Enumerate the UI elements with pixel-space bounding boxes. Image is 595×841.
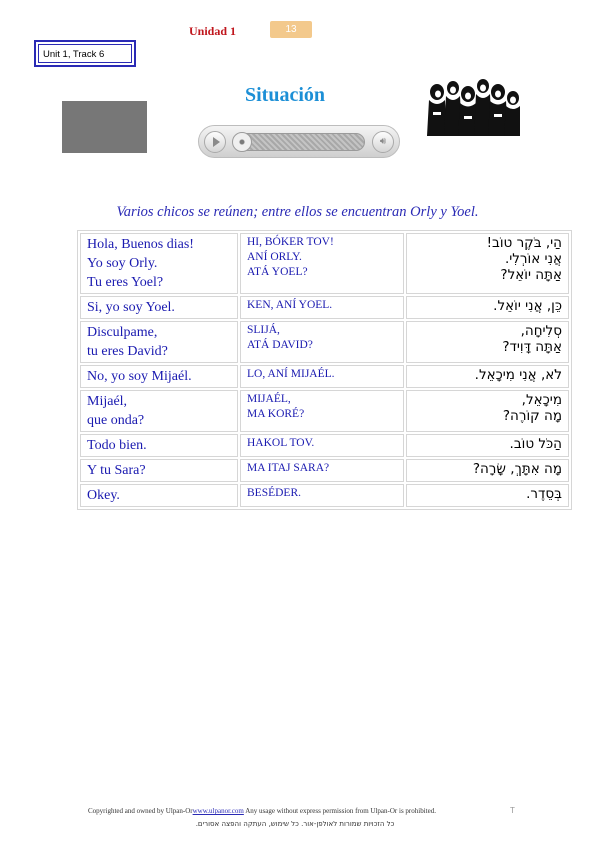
crowd-illustration <box>427 78 520 136</box>
transliteration-cell <box>240 434 404 457</box>
spanish-cell-line: Yo soy Orly. <box>87 256 158 271</box>
intro-sentence: Varios chicos se reúnen; entre ellos se encuentran Orly y Yoel. <box>116 204 479 220</box>
spanish-cell-line: tu eres David? <box>87 344 168 359</box>
transliteration-cell <box>240 459 404 482</box>
spanish-cell <box>80 365 238 388</box>
hebrew-cell-line: אַתָּה דָּוִיד? <box>502 339 562 355</box>
page-number-badge: 13 <box>270 21 312 38</box>
dialogue-row <box>80 321 569 363</box>
spanish-cell <box>80 233 238 294</box>
transliteration-cell <box>240 321 404 363</box>
spanish-cell-line: Hola, Buenos dias! <box>87 237 194 252</box>
dialogue-row <box>80 434 569 457</box>
hebrew-cell-line: מָה קוֹרֶה? <box>502 408 562 424</box>
spanish-cell <box>80 434 238 457</box>
hebrew-cell-line: אַתָּה יוֹאֵל? <box>500 267 562 283</box>
transliteration-cell-line: ATÁ DAVID? <box>247 339 313 351</box>
transliteration-cell <box>240 365 404 388</box>
track-label: Unit 1, Track 6 <box>38 44 132 63</box>
transliteration-cell-line: HAKOL TOV. <box>247 437 315 449</box>
spanish-cell <box>80 390 238 432</box>
hebrew-cell-line: סְלִיחָה, <box>520 323 562 339</box>
hebrew-cell-line: הַי, בֹּקֶר טוֹב! <box>486 235 562 251</box>
spanish-cell <box>80 321 238 363</box>
spanish-cell-line: Si, yo soy Yoel. <box>87 300 175 315</box>
copyright-notice: Any usage without express permission from Ulpan-Or is prohibited. <box>243 807 436 815</box>
spanish-cell-line: que onda? <box>87 413 145 428</box>
spanish-cell <box>80 484 238 507</box>
hebrew-cell-line: אֲנִי אוֹרְלִי. <box>504 251 562 267</box>
image-placeholder <box>62 101 147 153</box>
hebrew-cell <box>406 434 569 457</box>
hebrew-cell <box>406 459 569 482</box>
transliteration-cell <box>240 296 404 319</box>
transliteration-cell-line: SLIJÁ, <box>247 324 280 336</box>
hebrew-cell-line: בְּסֵדֶר. <box>526 486 562 502</box>
hebrew-cell <box>406 365 569 388</box>
transliteration-cell-line: MA ITAJ SARA? <box>247 462 330 474</box>
page-title: Situación <box>244 84 326 106</box>
transliteration-cell-line: HI, BÓKER TOV! <box>247 236 334 248</box>
transliteration-cell-line: ATÁ YOEL? <box>247 266 308 278</box>
hebrew-cell-line: לֹא, אֲנִי מִיכָאֵל. <box>474 367 562 383</box>
dialogue-row <box>80 484 569 507</box>
dialogue-row <box>80 296 569 319</box>
spanish-cell-line: Okey. <box>87 488 120 503</box>
spanish-cell-line: Todo bien. <box>87 438 147 453</box>
audio-player[interactable] <box>198 125 400 158</box>
hebrew-cell <box>406 484 569 507</box>
unit-label: Unidad 1 <box>189 24 237 38</box>
spanish-cell <box>80 459 238 482</box>
dialogue-row <box>80 390 569 432</box>
hebrew-cell-line: כֵּן, אֲנִי יוֹאֵל. <box>493 298 562 314</box>
speaker-icon[interactable]: 🔊︎ <box>372 131 394 153</box>
dialogue-row <box>80 365 569 388</box>
spanish-cell-line: Disculpame, <box>87 325 158 340</box>
corner-mark: T <box>510 806 515 815</box>
transliteration-cell-line: LO, ANÍ MIJAÉL. <box>247 368 335 380</box>
dialogue-table <box>77 230 572 510</box>
transliteration-cell-line: ANÍ ORLY. <box>247 251 302 263</box>
hebrew-cell <box>406 321 569 363</box>
spanish-cell-line: Tu eres Yoel? <box>87 275 164 290</box>
spanish-cell-line: No, yo soy Mijaél. <box>87 369 192 384</box>
transliteration-cell-line: MA KORÉ? <box>247 408 305 420</box>
transliteration-cell-line: KEN, ANÍ YOEL. <box>247 299 333 311</box>
transliteration-cell-line: BESÉDER. <box>247 487 301 499</box>
spanish-cell <box>80 296 238 319</box>
spanish-cell-line: Mijaél, <box>87 394 128 409</box>
website-link[interactable]: www.ulpanor.com <box>192 807 244 815</box>
transliteration-cell-line: MIJAÉL, <box>247 393 291 405</box>
transliteration-cell <box>240 233 404 294</box>
hebrew-cell-line: מִיכָאֵל, <box>521 392 562 408</box>
hebrew-cell <box>406 296 569 319</box>
dialogue-row <box>80 233 569 294</box>
hebrew-cell-line: הַכֹּל טוֹב. <box>509 436 562 452</box>
hebrew-cell <box>406 390 569 432</box>
transliteration-cell <box>240 484 404 507</box>
track-box <box>34 40 136 67</box>
play-icon[interactable] <box>204 131 226 153</box>
copyright-text: Copyrighted and owned by Ulpan-Or <box>88 807 193 815</box>
hebrew-cell <box>406 233 569 294</box>
dialogue-row <box>80 459 569 482</box>
transliteration-cell <box>240 390 404 432</box>
audio-progress-knob[interactable] <box>232 132 252 152</box>
hebrew-cell-line: מָה אִתָּךְ, שָׂרָה? <box>472 461 562 477</box>
audio-progress-track[interactable] <box>233 133 365 151</box>
hebrew-copyright: כל הזכויות שמורות לאולפן-אור. כל שימוש, העתקה והפצה אסורים. <box>195 820 395 828</box>
copyright-line <box>88 807 528 815</box>
spanish-cell-line: Y tu Sara? <box>87 463 146 478</box>
